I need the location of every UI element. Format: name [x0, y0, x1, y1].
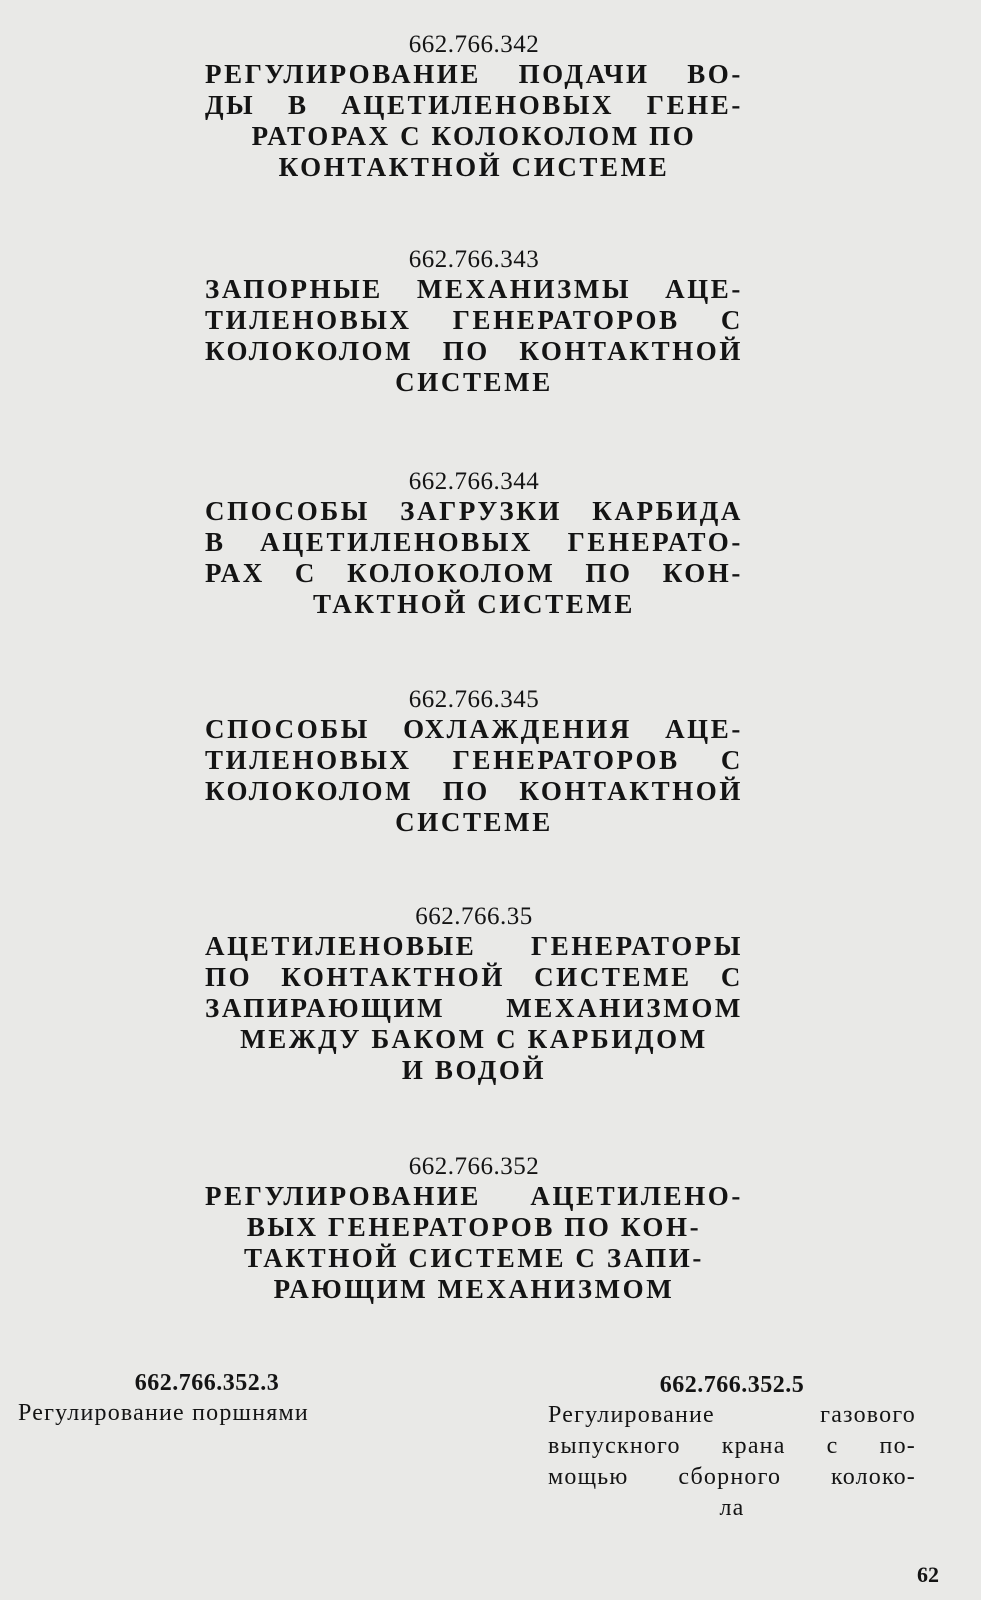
heading-line: РЕГУЛИРОВАНИЕ АЦЕТИЛЕНО-	[205, 1181, 743, 1211]
heading-line: МЕЖДУ БАКОМ С КАРБИДОМ	[240, 1024, 708, 1054]
subentry-line: выпускного крана с по-	[548, 1433, 916, 1459]
heading-line: КОЛОКОЛОМ ПО КОНТАКТНОЙ	[205, 776, 743, 806]
subentry-662-766-352-5	[548, 1370, 916, 1524]
heading-line: СИСТЕМЕ	[395, 807, 553, 837]
entry-662-766-345	[205, 685, 743, 838]
subentry-662-766-352-3	[18, 1368, 396, 1429]
subentry-line: Регулирование поршнями	[18, 1400, 309, 1426]
heading-line: РАТОРАХ С КОЛОКОЛОМ ПО	[251, 121, 697, 151]
heading-line: ЗАПИРАЮЩИМ МЕХАНИЗМОМ	[205, 993, 743, 1023]
entry-heading	[205, 274, 743, 398]
heading-line: КОЛОКОЛОМ ПО КОНТАКТНОЙ	[205, 336, 743, 366]
subentry-text	[548, 1400, 916, 1524]
entry-662-766-342	[205, 30, 743, 183]
subentry-code: 662.766.352.3	[134, 1370, 280, 1396]
heading-line: СИСТЕМЕ	[395, 367, 553, 397]
heading-line: ТАКТНОЙ СИСТЕМЕ С ЗАПИ-	[244, 1243, 704, 1273]
heading-line: РАЮЩИМ МЕХАНИЗМОМ	[273, 1274, 675, 1304]
entry-code: 662.766.342	[408, 31, 540, 58]
entry-662-766-35	[205, 902, 743, 1086]
heading-line: АЦЕТИЛЕНОВЫЕ ГЕНЕРАТОРЫ	[205, 931, 743, 961]
heading-line: ВЫХ ГЕНЕРАТОРОВ ПО КОН-	[246, 1212, 702, 1242]
page-number: 62	[917, 1562, 939, 1587]
entry-code: 662.766.352	[408, 1153, 540, 1180]
subentry-line: мощью сборного колоко-	[548, 1464, 916, 1490]
entry-heading	[205, 1181, 743, 1305]
heading-line: СПОСОБЫ ОХЛАЖДЕНИЯ АЦЕ-	[205, 714, 743, 744]
heading-line: В АЦЕТИЛЕНОВЫХ ГЕНЕРАТО-	[205, 527, 743, 557]
heading-line: СПОСОБЫ ЗАГРУЗКИ КАРБИДА	[205, 496, 743, 526]
subentry-text	[18, 1398, 396, 1429]
entry-heading	[205, 496, 743, 620]
heading-line: РЕГУЛИРОВАНИЕ ПОДАЧИ ВО-	[205, 59, 743, 89]
entry-heading	[205, 59, 743, 183]
entry-heading	[205, 931, 743, 1086]
subentry-line: Регулирование газового	[548, 1402, 916, 1428]
heading-line: ТИЛЕНОВЫХ ГЕНЕРАТОРОВ С	[205, 745, 743, 775]
entry-code: 662.766.35	[415, 903, 533, 930]
heading-line: ПО КОНТАКТНОЙ СИСТЕМЕ С	[205, 962, 743, 992]
entry-heading	[205, 714, 743, 838]
entry-code: 662.766.344	[408, 468, 540, 495]
entry-662-766-344	[205, 467, 743, 620]
entry-662-766-343	[205, 245, 743, 398]
heading-line: КОНТАКТНОЙ СИСТЕМЕ	[278, 152, 670, 182]
entry-code: 662.766.343	[408, 246, 540, 273]
heading-line: РАХ С КОЛОКОЛОМ ПО КОН-	[205, 558, 743, 588]
heading-line: ДЫ В АЦЕТИЛЕНОВЫХ ГЕНЕ-	[205, 90, 743, 120]
heading-line: ТАКТНОЙ СИСТЕМЕ	[312, 589, 635, 619]
entry-code: 662.766.345	[408, 686, 540, 713]
heading-line: И ВОДОЙ	[401, 1055, 547, 1085]
heading-line: ТИЛЕНОВЫХ ГЕНЕРАТОРОВ С	[205, 305, 743, 335]
subentry-code: 662.766.352.5	[659, 1372, 805, 1398]
heading-line: ЗАПОРНЫЕ МЕХАНИЗМЫ АЦЕ-	[205, 274, 743, 304]
subentry-line: ла	[719, 1495, 745, 1521]
entry-662-766-352	[205, 1152, 743, 1305]
